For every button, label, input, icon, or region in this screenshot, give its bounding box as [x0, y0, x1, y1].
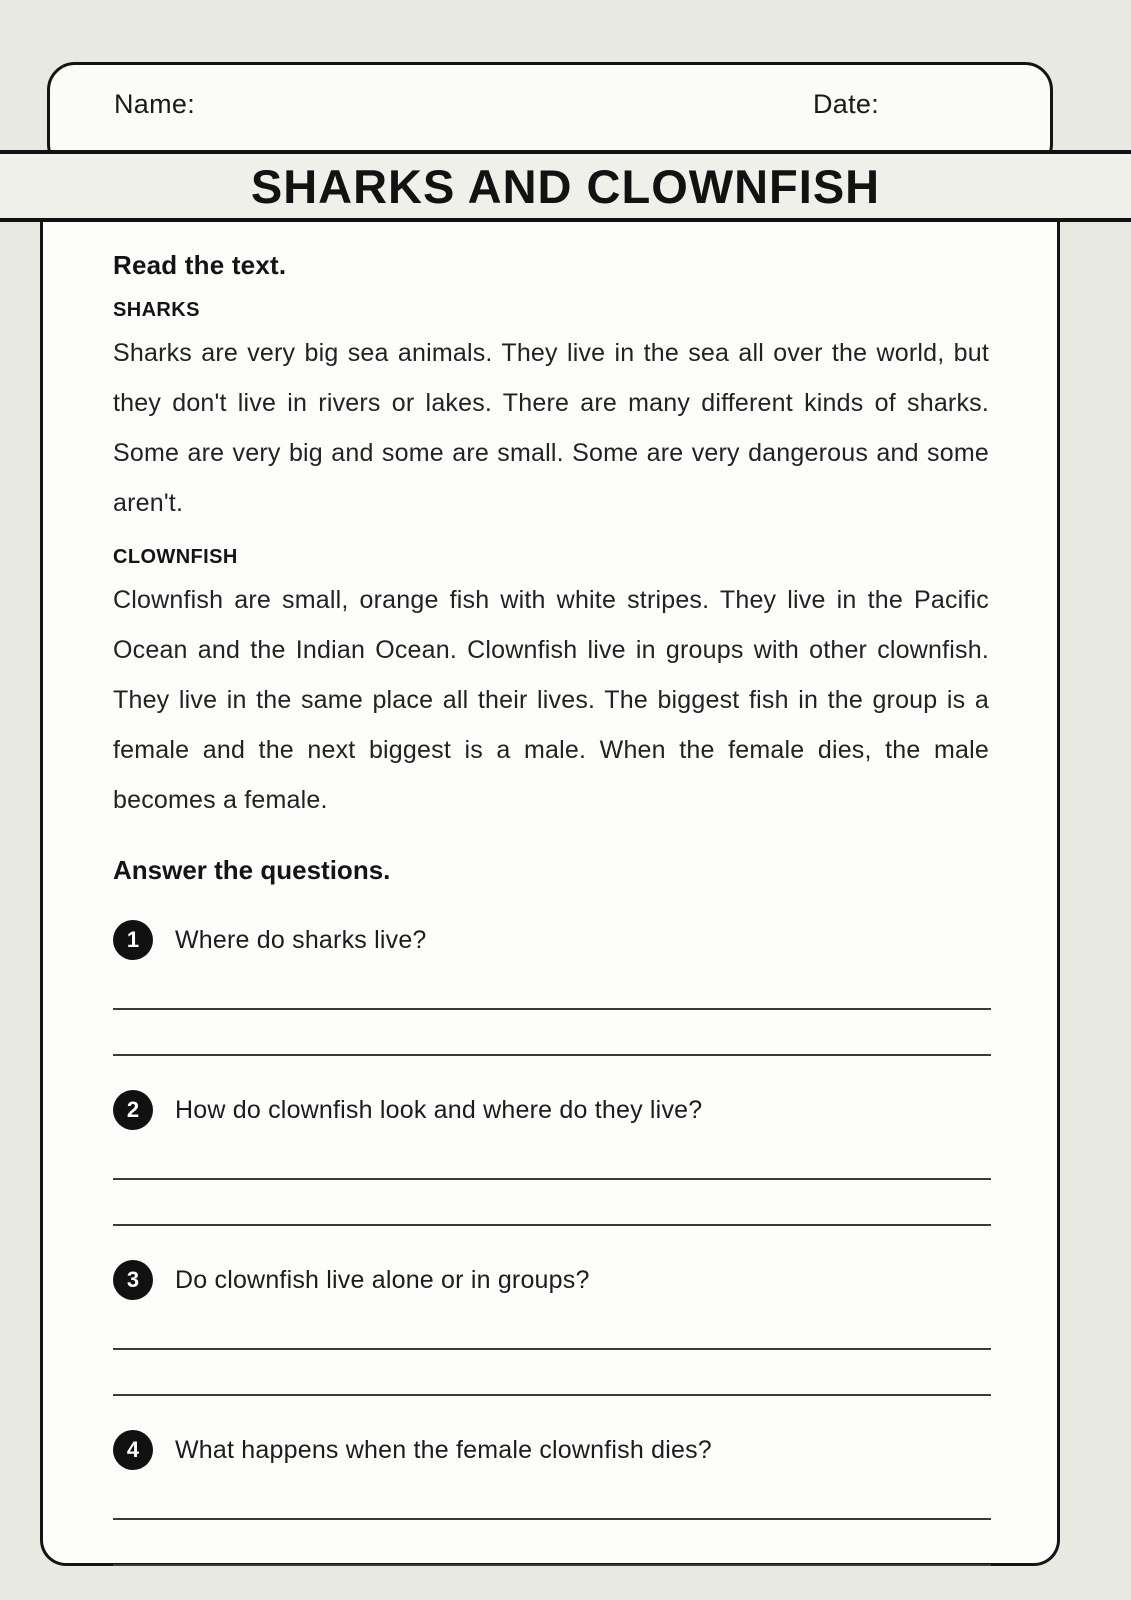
- question-item-4: [113, 1430, 989, 1470]
- answer-line[interactable]: [113, 1010, 991, 1056]
- read-instruction: Read the text.: [113, 250, 287, 280]
- worksheet-title: SHARKS AND CLOWNFISH: [250, 159, 881, 213]
- answer-line[interactable]: [113, 1180, 991, 1226]
- passage-heading-sharks: SHARKS: [113, 299, 200, 321]
- question-number-badge: 4: [113, 1430, 153, 1470]
- answer-line[interactable]: [113, 964, 991, 1010]
- name-label: Name:: [114, 89, 196, 119]
- question-text: Do clownfish live alone or in groups?: [175, 1265, 590, 1294]
- question-number-badge: 3: [113, 1260, 153, 1300]
- date-label: Date:: [813, 89, 880, 119]
- answer-line[interactable]: [113, 1350, 991, 1396]
- passage-text-clownfish: Clownfish are small, orange fish with white stripes. They live in the Pacific Ocean and the Indian Ocean. Clownfish live in groups with other clownfish. They live in the same place all their lives. The biggest fish in the group is a female and the next biggest is a male. When the female dies, the male becomes a female.: [113, 586, 989, 814]
- question-text: Where do sharks live?: [175, 925, 427, 954]
- answer-instruction: Answer the questions.: [113, 855, 391, 885]
- answer-line[interactable]: [113, 1304, 991, 1350]
- question-item-3: [113, 1260, 989, 1300]
- passage-heading-clownfish: CLOWNFISH: [113, 546, 238, 568]
- question-number-badge: 1: [113, 920, 153, 960]
- question-text: How do clownfish look and where do they live?: [175, 1095, 703, 1124]
- question-number-badge: 2: [113, 1090, 153, 1130]
- question-item-2: [113, 1090, 989, 1130]
- question-text: What happens when the female clownfish dies?: [175, 1435, 712, 1464]
- question-item-1: [113, 920, 989, 960]
- passage-text-sharks: Sharks are very big sea animals. They live in the sea all over the world, but they don't live in rivers or lakes. There are many different kinds of sharks. Some are very big and some are small. Some are very dangerous and some aren't.: [113, 339, 989, 517]
- worksheet-body: [40, 200, 1060, 1566]
- answer-line[interactable]: [113, 1520, 991, 1566]
- title-band: [0, 150, 1131, 222]
- answer-line[interactable]: [113, 1134, 991, 1180]
- answer-line[interactable]: [113, 1474, 991, 1520]
